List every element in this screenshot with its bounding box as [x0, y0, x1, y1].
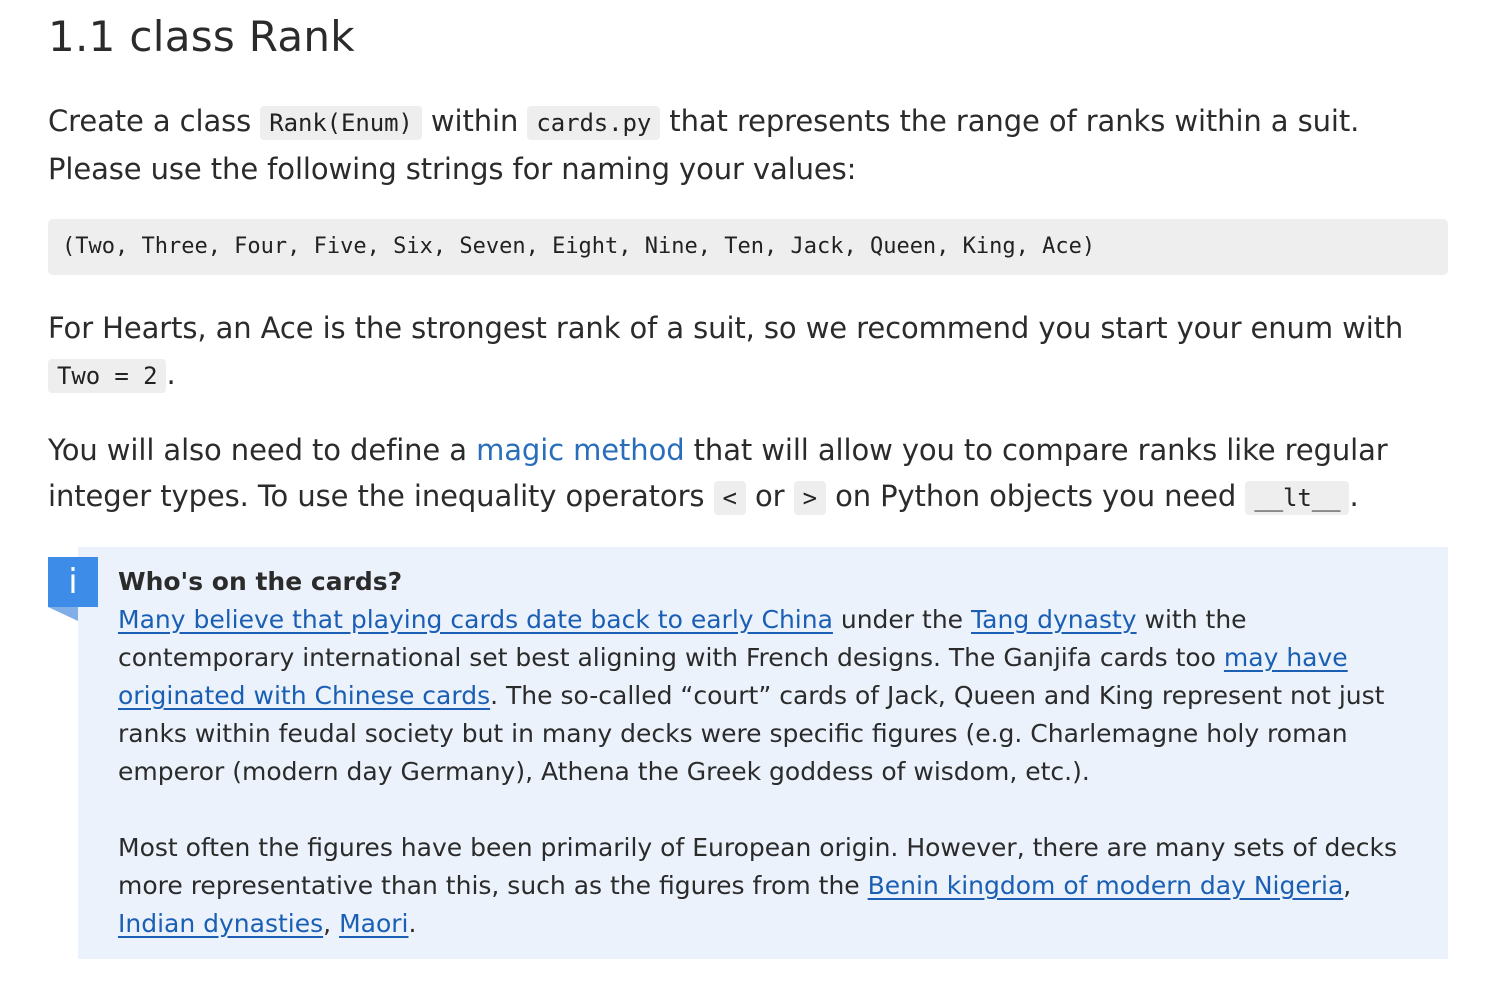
- inline-code-cards-py: cards.py: [527, 106, 660, 140]
- link-indian-dynasties[interactable]: Indian dynasties: [118, 909, 324, 938]
- text-run: within: [421, 104, 528, 138]
- text-run: or: [745, 479, 794, 513]
- link-early-china[interactable]: Many believe that playing cards date back to early China: [118, 605, 833, 634]
- callout-paragraph-history: [118, 601, 1428, 791]
- callout-title: Who's on the cards?: [118, 567, 403, 596]
- text-run: that represents the range of ranks within a suit. Please use the following strings for naming your values:: [48, 104, 1360, 186]
- text-run: ,: [1343, 871, 1352, 900]
- callout-body: [118, 563, 1428, 943]
- info-icon: i: [48, 557, 98, 607]
- link-maori[interactable]: Maori: [339, 909, 409, 938]
- text-run: .: [408, 909, 417, 938]
- inline-code-less-than: <: [714, 481, 746, 515]
- text-run: Create a class: [48, 104, 261, 138]
- inline-code-lt-dunder: __lt__: [1245, 481, 1349, 515]
- intro-paragraph: [48, 98, 1453, 192]
- link-chinese-cards[interactable]: may have originated with Chinese cards: [118, 643, 1348, 710]
- text-run: For Hearts, an Ace is the strongest rank of a suit, so we recommend you start your enum with: [48, 311, 1404, 345]
- callout-paragraph-origins: [118, 829, 1428, 943]
- text-run: .: [1349, 479, 1359, 513]
- text-run: You will also need to define a: [48, 433, 477, 467]
- link-tang-dynasty[interactable]: Tang dynasty: [971, 605, 1137, 634]
- text-run: . The so-called “court” cards of Jack, Queen and King represent not just ranks within feudal society but in many decks were specific figures (e.g. Charlemagne holy roman emperor (modern day Germany), Athena the Greek goddess of wisdom, etc.).: [118, 681, 1385, 786]
- info-icon-tail: [48, 607, 78, 621]
- text-run: Most often the figures have been primarily of European origin. However, there are many sets of decks more representative than this, such as the figures from the: [118, 833, 1398, 900]
- inline-code-greater-than: >: [794, 481, 826, 515]
- text-run: .: [166, 357, 176, 391]
- link-benin-kingdom[interactable]: Benin kingdom of modern day Nigeria: [867, 871, 1344, 900]
- section-heading: 1.1 class Rank: [48, 12, 355, 61]
- inline-code-rank-enum: Rank(Enum): [260, 106, 422, 140]
- code-block-rank-values: (Two, Three, Four, Five, Six, Seven, Eight, Nine, Ten, Jack, Queen, King, Ace): [48, 219, 1448, 275]
- text-run: ,: [323, 909, 340, 938]
- recommendation-paragraph: [48, 305, 1453, 399]
- text-run: that will allow you to compare ranks like regular integer types. To use the inequality operators: [48, 433, 1388, 513]
- text-run: with the contemporary international set best aligning with French designs. The Ganjifa cards too: [118, 605, 1247, 672]
- inline-code-two-equals-2: Two = 2: [48, 359, 166, 393]
- magic-method-paragraph: [48, 427, 1453, 521]
- text-run: on Python objects you need: [825, 479, 1246, 513]
- magic-method-link[interactable]: magic method: [476, 433, 685, 467]
- text-run: under the: [832, 605, 972, 634]
